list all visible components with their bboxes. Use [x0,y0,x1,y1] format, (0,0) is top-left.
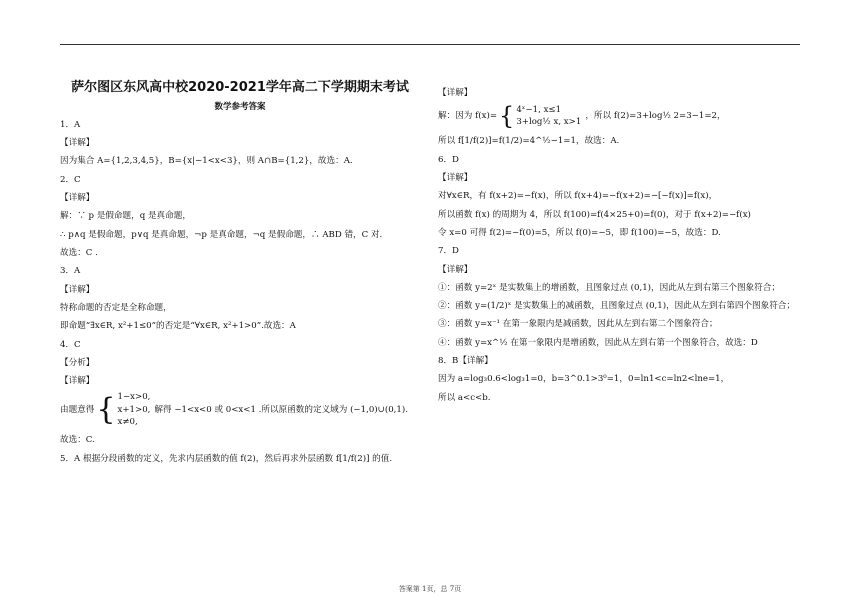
section-tag: 【详解】 [438,264,473,275]
q5-piece: 3+log½ x, x>1 [516,117,582,128]
q5-suffix: ，所以 f(2)=3+log½ 2=3−1=2， [585,111,726,122]
right-head [438,88,808,98]
text-line: 即命题“∃x∈R, x²+1≤0”的否定是“∀x∈R, x²+1>0”.故选：A [60,321,296,332]
text-line: 因为 a=log₃0.6<log₃1=0，b=3^0.1>3⁰=1，0=ln1<c=ln2<lne=1， [438,374,730,385]
left-tail [60,435,420,464]
q4-suffix: 解得 −1<x<0 或 0<x<1 .所以原函数的定义域为 (−1,0)∪(0,1). [154,404,408,415]
q4-prefix: 由题意得 [60,404,95,415]
q4-system-items [117,392,150,427]
answer-line: 2．C [60,174,81,185]
right-column [438,80,808,403]
answer-line: 7．D [438,246,459,257]
text-line: ④：函数 y=x^½ 在第一象限内是增函数，因此从左到右第一个图象符合，故选：D [438,337,758,348]
answer-line: 3．A [60,266,81,277]
answer-line: 4．C [60,339,81,350]
answer-line: 8．B【详解】 [438,356,493,367]
text-line: 特称命题的否定是全称命题， [60,302,172,313]
q4-cond: x+1>0, [117,404,151,415]
q5-system [438,102,808,131]
text-line: ①：函数 y=2ˣ 是实数集上的增函数，且图象过点 (0,1)，因此从左到右第三个图象符合； [438,282,780,293]
answer-line: 5．A 根据分段函数的定义，先求内层函数的值 f(2)，然后再求外层函数 f[1/f(2)] 的值. [60,453,393,464]
section-tag: 【详解】 [60,284,95,295]
text-line: ∴ p∧q 是假命题，p∨q 是真命题，¬p 是真命题，¬q 是假命题，∴ ABD 错，C 对. [60,229,383,240]
q5-piece: 4ˣ−1, x≤1 [516,105,562,115]
text-line: 解：∵ p 是假命题，q 是真命题， [60,211,191,222]
q5-system-items [516,105,581,128]
q4-cond: x≠0, [117,417,138,428]
text-line: 令 x=0 可得 f(2)=−f(0)=5，所以 f(0)=−5，即 f(100)=−5，故选：D. [438,227,721,238]
right-body [438,136,808,403]
section-tag: 【分析】 [60,357,95,368]
left-body [60,120,420,387]
text-line: 故选：C . [60,247,98,258]
section-tag: 【详解】 [60,193,95,204]
q4-cond: 1−x>0, [117,392,151,403]
left-column [60,76,420,464]
text-line: 因为集合 A={1,2,3,4,5}，B={x|−1<x<3}，则 A∩B={1,2}，故选：A. [60,156,353,167]
left-brace: { [499,102,515,131]
answer-line: 6．D [438,154,459,165]
text-line: ③：函数 y=x⁻¹ 在第一象限内是减函数，因此从左到右第二个图象符合； [438,319,718,330]
text-line: 对∀x∈R，有 f(x+2)=−f(x)，所以 f(x+4)=−f(x+2)=−[−f(x)]=f(x)， [438,191,718,202]
page-footer: 答案第 1页，总 7页 [398,584,462,593]
top-rule [60,44,800,45]
q5-prefix: 解：因为 f(x)= [438,111,498,122]
text-line: 故选：C. [60,435,95,446]
text-line: 所以 f[1/f(2)]=f(1/2)=4^½−1=1，故选：A. [438,136,620,147]
text-line: 所以 a<c<b. [438,392,491,403]
text-line: 所以函数 f(x) 的周期为 4，所以 f(100)=f(4×25+0)=f(0)，对于 f(x+2)=−f(x) [438,209,751,220]
left-brace: { [96,391,116,427]
section-tag: 【详解】 [438,88,473,98]
answer-line: 1．A [60,119,81,130]
section-tag: 【详解】 [60,138,95,149]
q4-system [60,392,420,427]
section-tag: 【详解】 [60,376,95,387]
section-tag: 【详解】 [438,172,473,183]
page-subtitle: 数学参考答案 [214,101,266,112]
page-title: 萨尔图区东风高中校2020-2021学年高二下学期期末考试 [71,80,409,95]
text-line: ②：函数 y=(1/2)ˣ 是实数集上的减函数，且图象过点 (0,1)，因此从左到右第四个图象符合； [438,301,795,312]
